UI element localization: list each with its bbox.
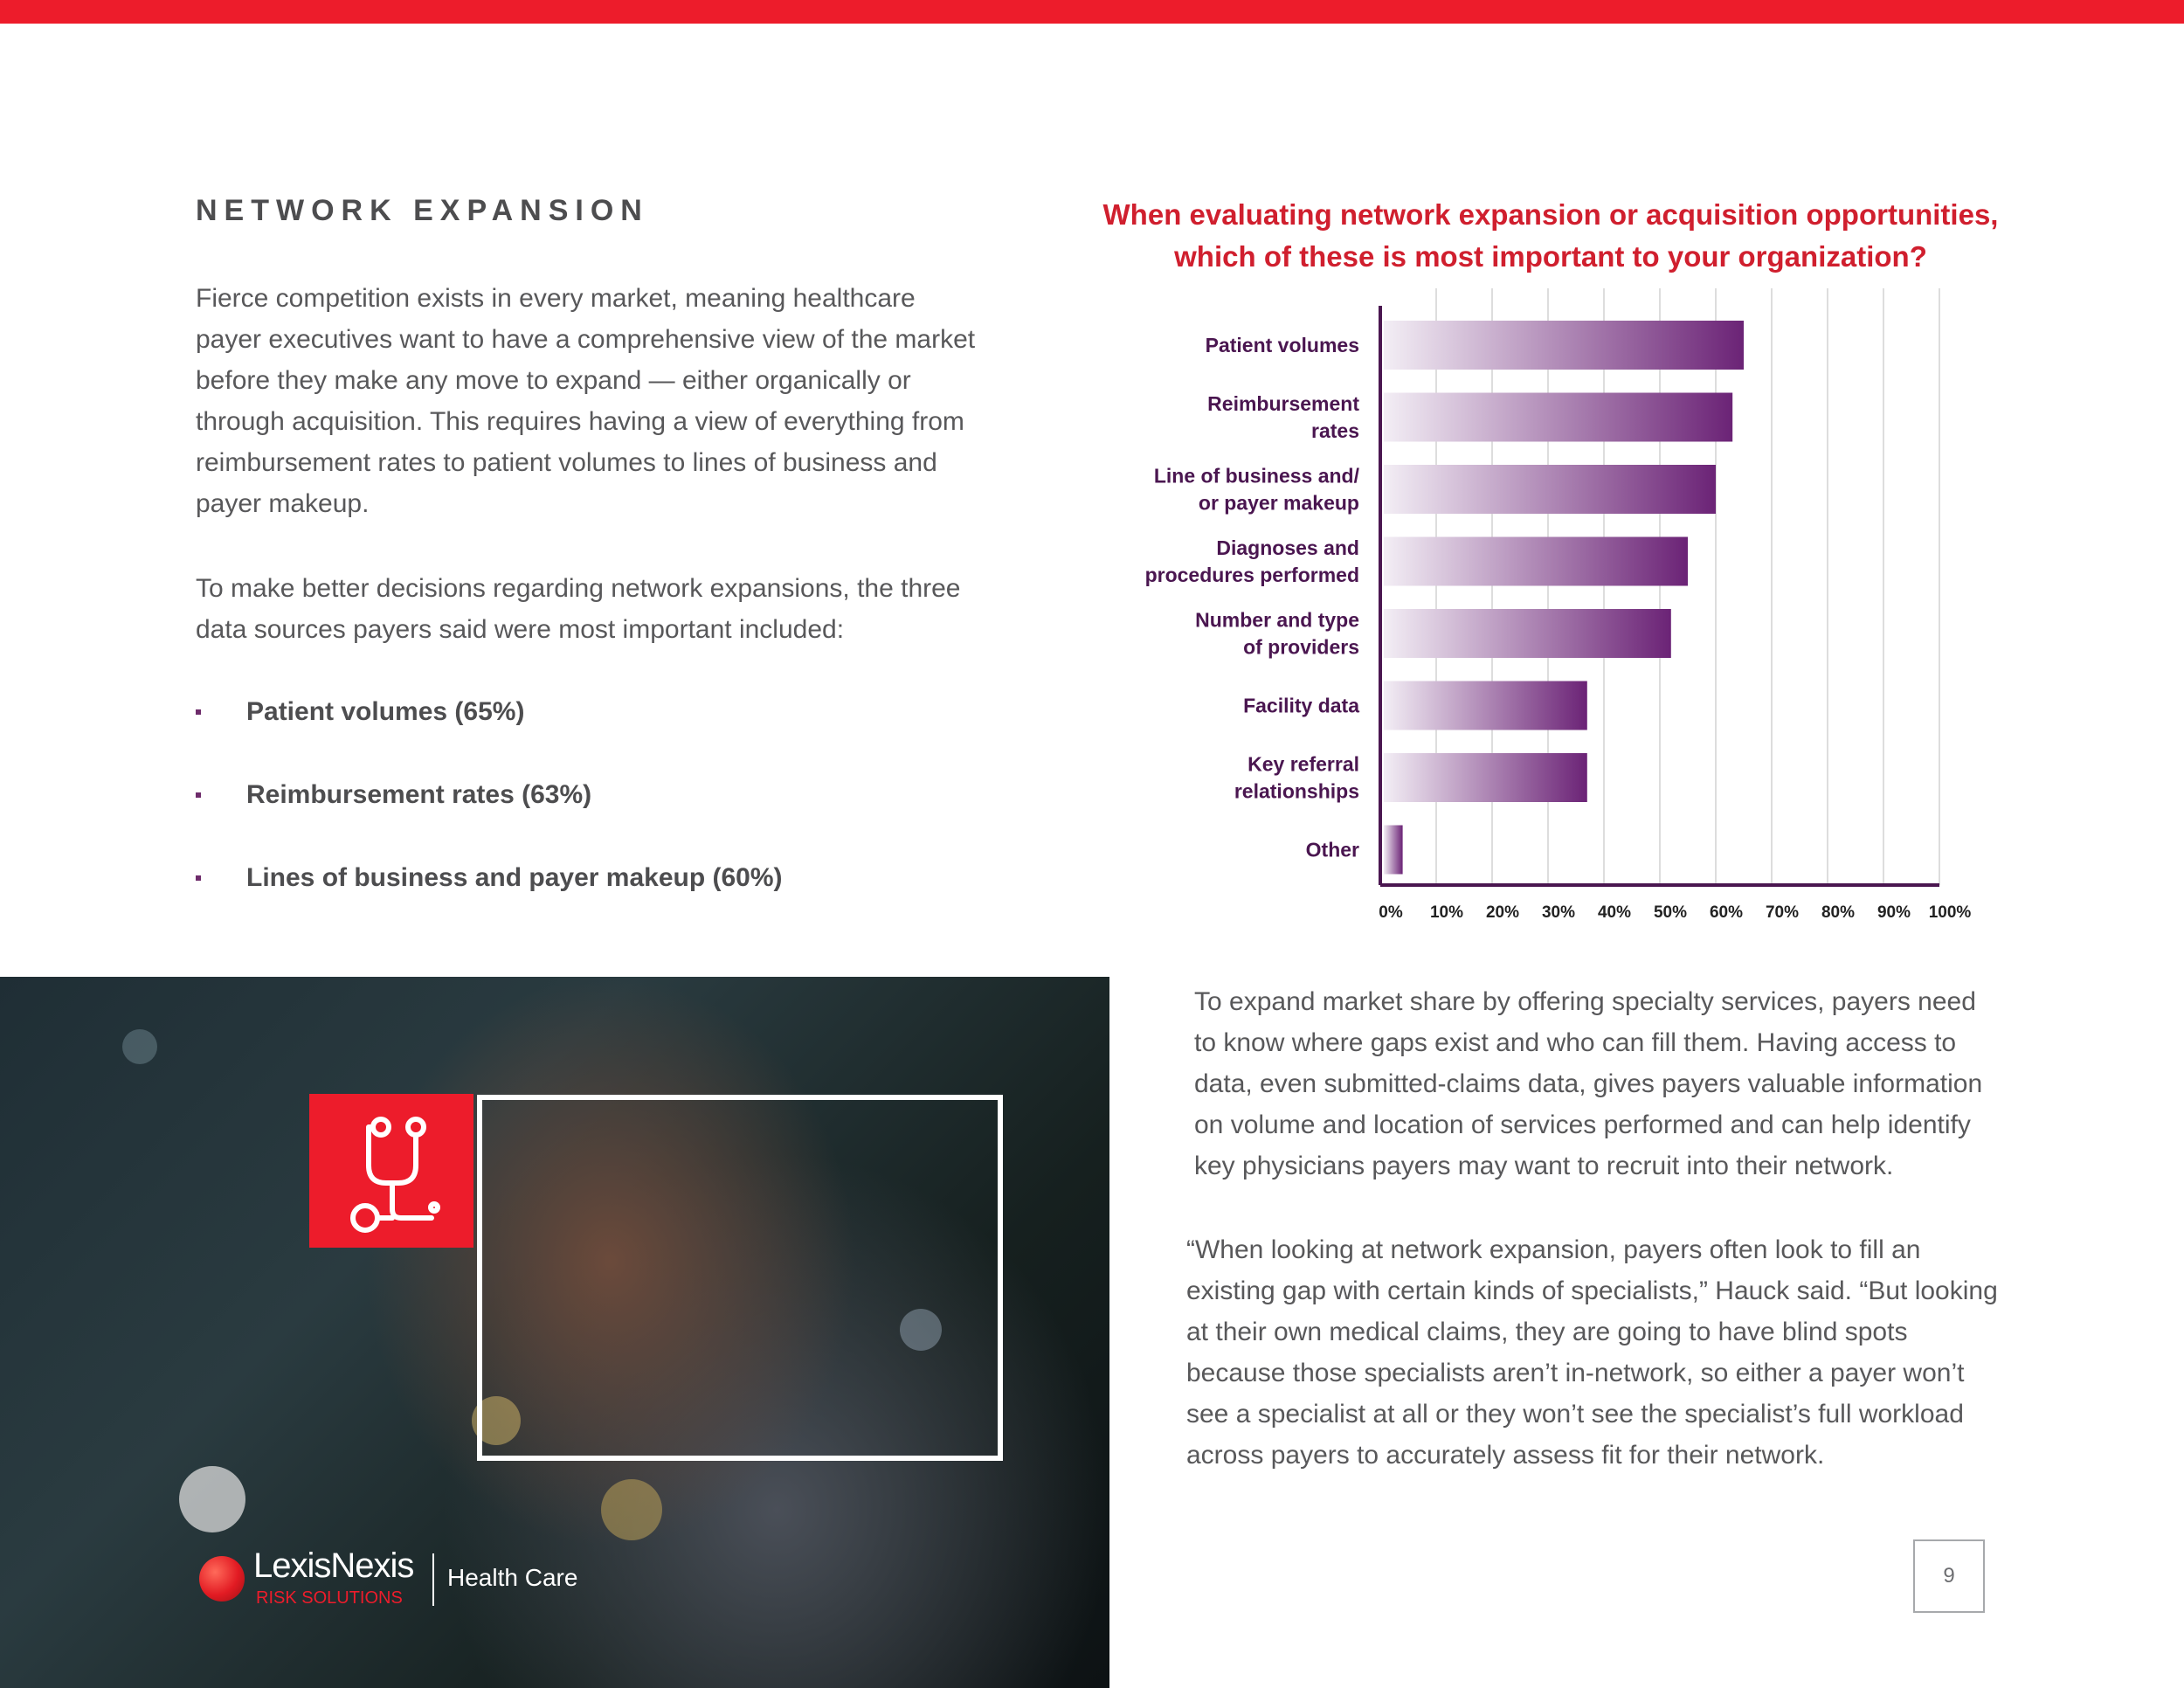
x-tick-label: 40% [1597, 903, 1632, 922]
category-label: Patient volumes [1205, 334, 1359, 356]
bokeh-light [179, 1466, 245, 1532]
key-sources-list [196, 690, 783, 939]
bullet-icon [196, 709, 201, 715]
logo-division: Health Care [447, 1564, 578, 1591]
bar [1384, 826, 1403, 875]
bar [1384, 465, 1716, 514]
bullet-icon [196, 875, 201, 881]
category-label: relationships [1234, 779, 1359, 803]
x-tick-label: 50% [1653, 903, 1688, 922]
section-title: NETWORK EXPANSION [196, 194, 649, 227]
logo-tagline: RISK SOLUTIONS [256, 1588, 403, 1608]
category-label: Facility data [1243, 694, 1359, 717]
list-item [196, 856, 783, 939]
logo-divider [432, 1553, 434, 1606]
stethoscope-icon [309, 1094, 473, 1248]
intro-paragraph: Fierce competition exists in every market, meaning healthcare payer executives want to have a comprehensive view of the market before they make any move to expand — either organically or through acquisition. This requires having a view of everything from reimbursement rates to patient volumes to lines of business and payer makeup. [196, 284, 976, 518]
category-label: rates [1311, 419, 1359, 442]
category-label: procedures performed [1144, 564, 1359, 586]
bullet-icon [196, 792, 201, 798]
bokeh-light [601, 1479, 662, 1540]
category-label: Other [1305, 838, 1359, 861]
quote-paragraph: “When looking at network expansion, payers often look to fill an existing gap with certain kinds of specialists,” Hauck said. “But looking at their own medical claims, they are going to have blind spots because those specialists aren’t in-network, so either a payer won’t see a specialist at all or they won’t see the specialist’s full workload across payers to accurately assess fit for their network. [1186, 1235, 1998, 1470]
list-item-text: Patient volumes (65%) [246, 697, 525, 726]
bar [1384, 321, 1744, 370]
body-paragraph: To expand market share by offering specialty services, payers need to know where gaps exist and who can fill them. Having access to data, even submitted-claims data, gives payers valuable information on volume and location of services performed and can help identify key physicians payers may want to recruit into their network. [1194, 987, 1983, 1180]
page-number: 9 [1913, 1539, 1985, 1613]
x-tick-label: 10% [1429, 903, 1464, 922]
x-tick-label: 80% [1821, 903, 1856, 922]
x-tick-label: 90% [1876, 903, 1911, 922]
chart-title: When evaluating network expansion or acquisition opportunities, which of these is most important to your organization? [1102, 198, 1999, 273]
list-item-text: Reimbursement rates (63%) [246, 780, 592, 809]
lexisnexis-logo-icon [199, 1556, 245, 1602]
logo-name: LexisNexis [253, 1546, 414, 1585]
bokeh-light [122, 1029, 157, 1064]
photo-frame [477, 1095, 1003, 1461]
bar [1384, 753, 1587, 802]
stethoscope-badge [309, 1094, 473, 1248]
category-label: Diagnoses and [1216, 536, 1359, 559]
category-label: Number and type [1195, 608, 1359, 632]
x-tick-label: 0% [1379, 903, 1403, 922]
top-accent-bar [0, 0, 2184, 24]
list-item [196, 690, 783, 773]
category-label: Key referral [1248, 752, 1359, 776]
list-item-text: Lines of business and payer makeup (60%) [246, 863, 783, 892]
category-label: Reimbursement [1207, 392, 1359, 415]
category-label: or payer makeup [1198, 491, 1359, 515]
doctor-photo [0, 977, 1109, 1688]
intro-paragraph-2: To make better decisions regarding network expansions, the three data sources payers said were most important included: [196, 574, 961, 644]
bar [1384, 393, 1732, 442]
x-tick-label: 20% [1485, 903, 1520, 922]
bar [1384, 537, 1688, 586]
list-item [196, 773, 783, 856]
bar-chart [1118, 288, 2001, 935]
bar [1384, 609, 1671, 658]
x-tick-label: 60% [1709, 903, 1744, 922]
category-label: of providers [1243, 635, 1359, 659]
x-tick-label: 70% [1765, 903, 1800, 922]
bar [1384, 681, 1587, 730]
category-label: Line of business and/ [1153, 464, 1359, 488]
x-tick-label: 100% [1928, 903, 1972, 922]
x-tick-label: 30% [1541, 903, 1576, 922]
